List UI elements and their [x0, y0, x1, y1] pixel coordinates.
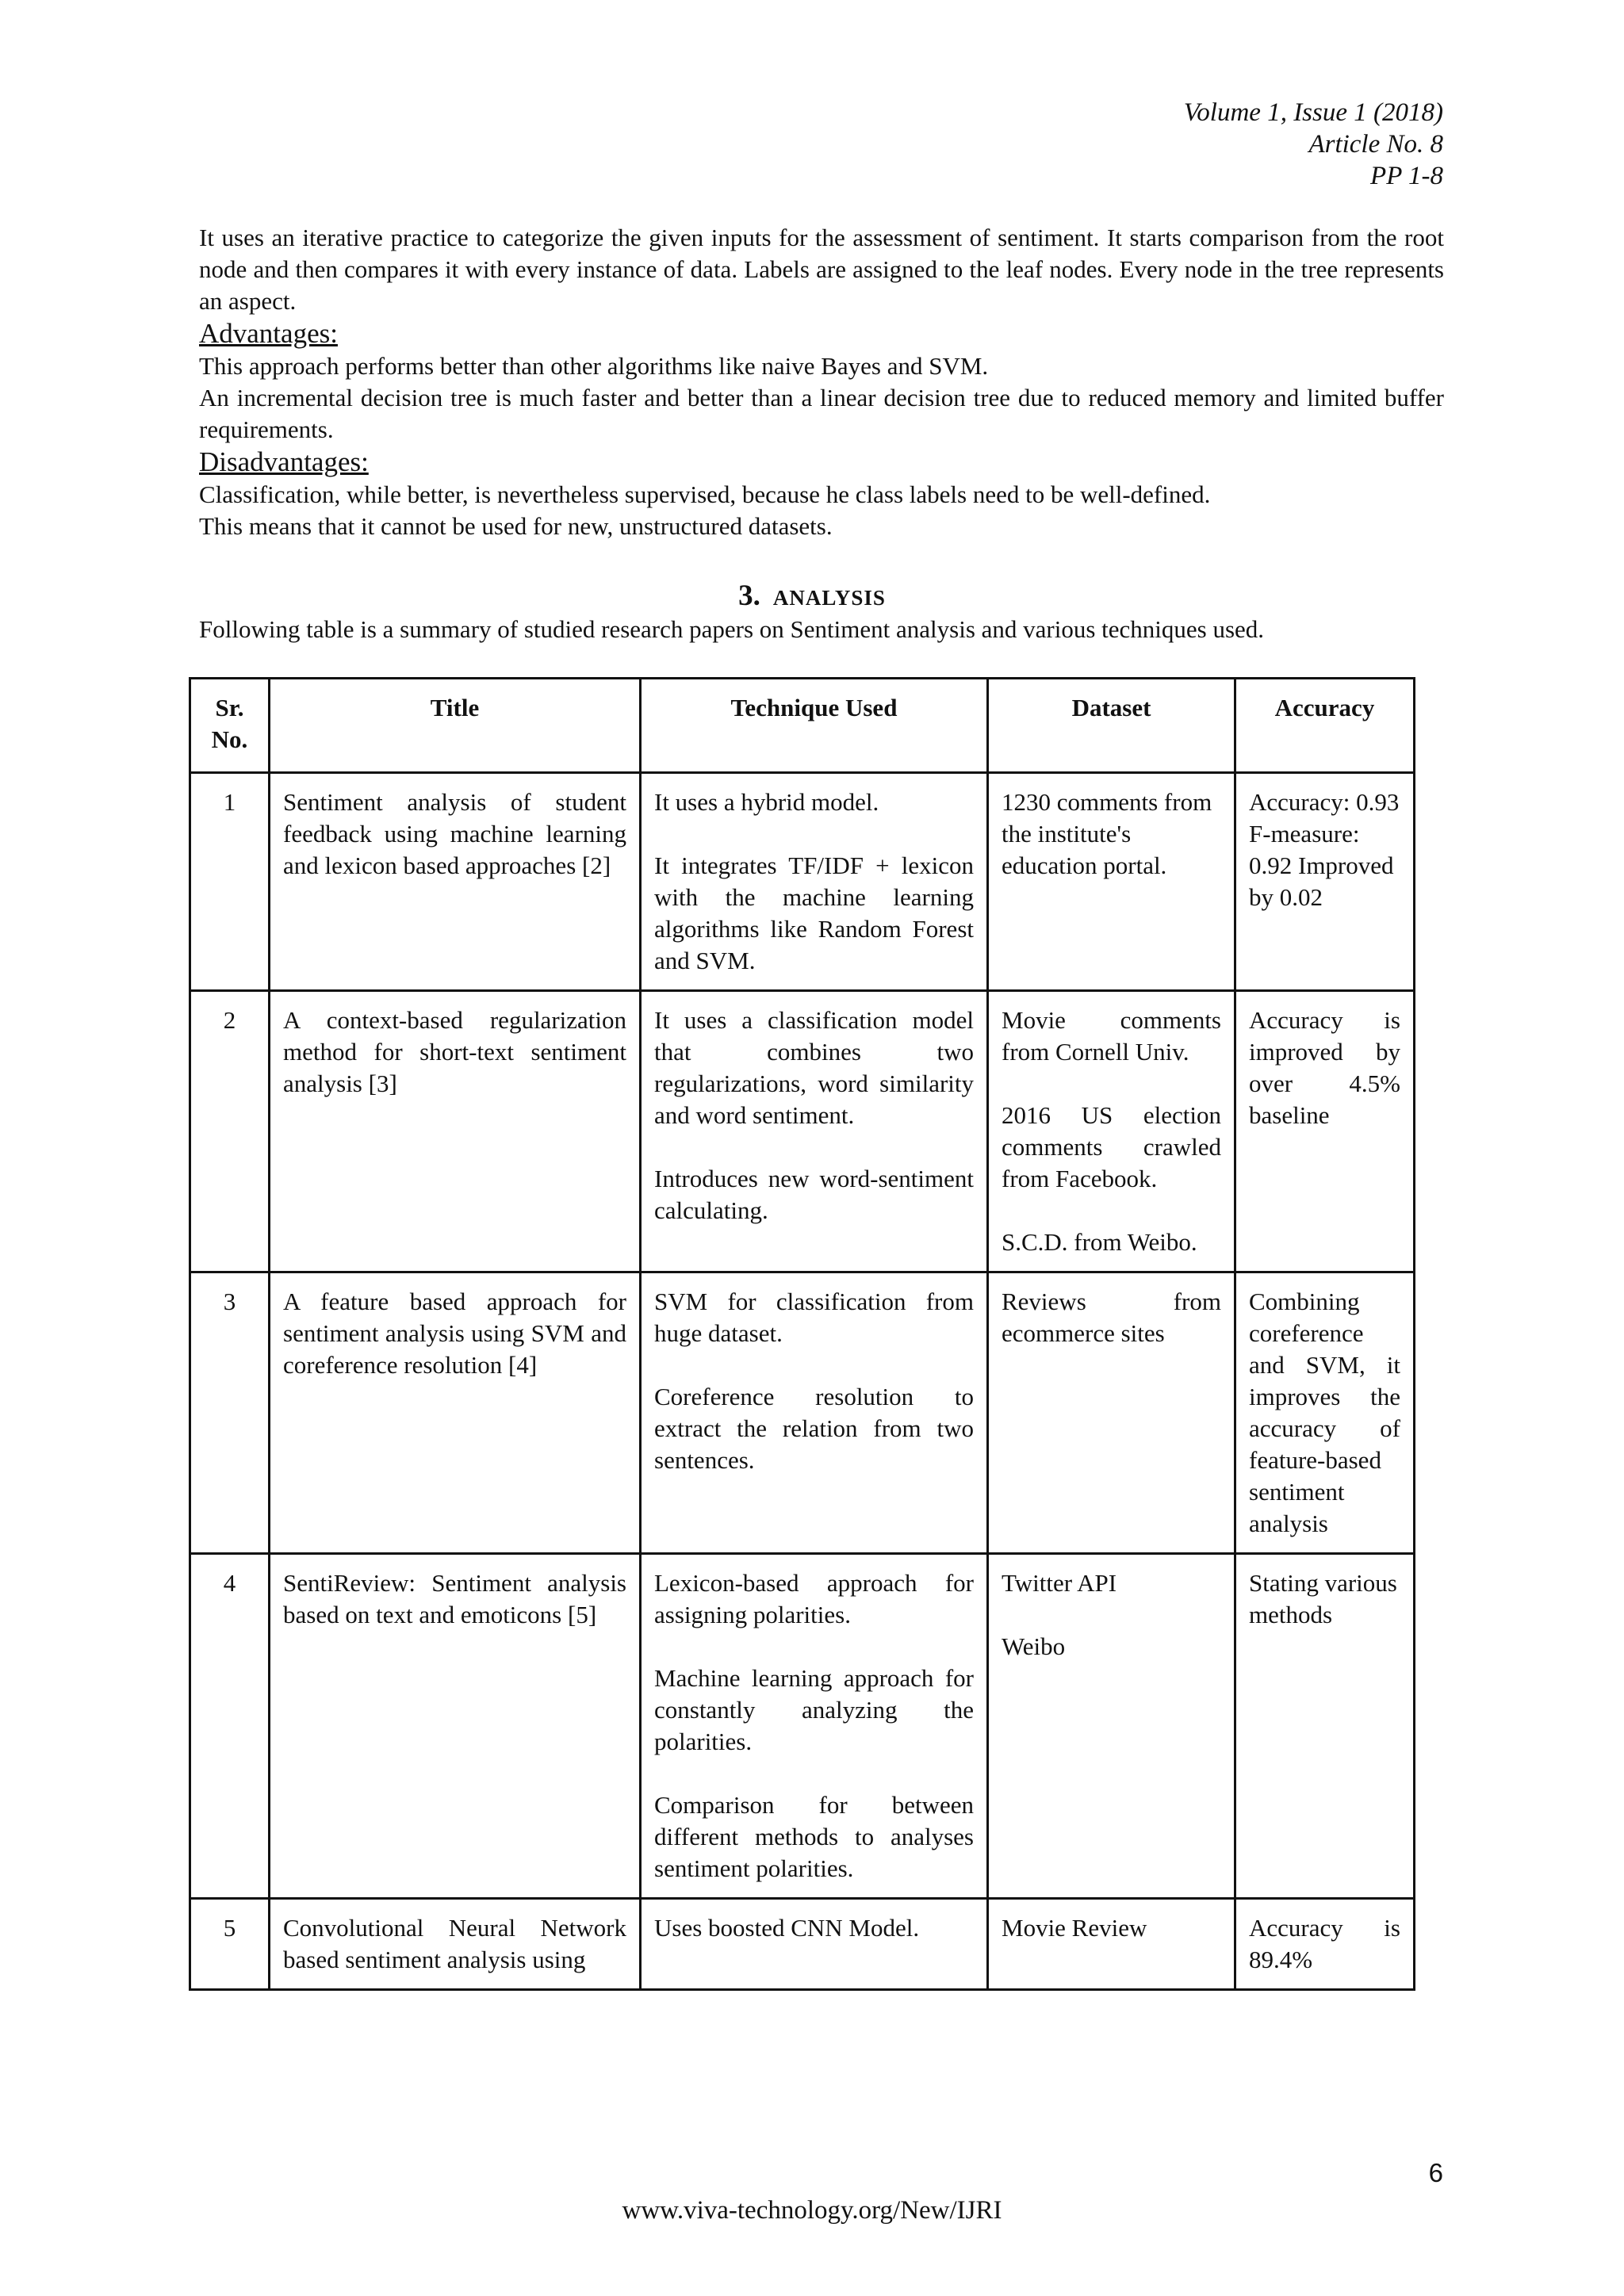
- accuracy-line: Accuracy: 0.93 F-measure: 0.92 Improved by 0.02: [1249, 788, 1400, 911]
- cell-spacer: [1002, 1599, 1221, 1631]
- decision-tree-description: [199, 222, 1444, 542]
- technique-line: Uses boosted CNN Model.: [654, 1914, 920, 1942]
- cell-sr: 4: [190, 1554, 270, 1899]
- table-row: [190, 991, 1415, 1272]
- advantages-heading: Advantages:: [199, 318, 338, 349]
- cell-technique: [641, 1554, 988, 1899]
- cell-accuracy: [1235, 991, 1415, 1272]
- header-technique: Technique Used: [641, 679, 988, 773]
- advantage-item: An incremental decision tree is much faster and better than a linear decision tree due to reduced memory and limited buffer requirements.: [199, 384, 1444, 443]
- accuracy-line: Accuracy is improved by over 4.5% baseline: [1249, 1006, 1400, 1129]
- section-number: 3.: [738, 580, 760, 612]
- cell-title: A context-based regularization method for short-text sentiment analysis [3]: [270, 991, 641, 1272]
- cell-accuracy: [1235, 1899, 1415, 1990]
- accuracy-line: Accuracy is 89.4%: [1249, 1914, 1400, 1973]
- cell-spacer: [654, 818, 974, 850]
- technique-line: It uses a classification model that combines two regularizations, word similarity and word sentiment.: [654, 1006, 974, 1129]
- cell-title: SentiReview: Sentiment analysis based on text and emoticons [5]: [270, 1554, 641, 1899]
- analysis-table: [189, 677, 1415, 1991]
- dataset-line: Movie Review: [1002, 1914, 1147, 1942]
- cell-spacer: [1002, 1195, 1221, 1226]
- cell-dataset: [988, 991, 1235, 1272]
- disadvantages-heading: Disadvantages:: [199, 446, 369, 477]
- cell-dataset: [988, 1554, 1235, 1899]
- cell-spacer: [654, 1349, 974, 1381]
- cell-technique: [641, 991, 988, 1272]
- cell-spacer: [654, 1631, 974, 1663]
- header-sr-no: Sr. No.: [190, 679, 270, 773]
- cell-dataset: [988, 773, 1235, 991]
- technique-line: Coreference resolution to extract the relation from two sentences.: [654, 1383, 974, 1474]
- footer-url: www.viva-technology.org/New/IJRI: [622, 2196, 1002, 2225]
- table-row: [190, 773, 1415, 991]
- dataset-line: Movie comments from Cornell Univ.: [1002, 1006, 1221, 1066]
- disadvantage-item: This means that it cannot be used for new, unstructured datasets.: [199, 512, 833, 540]
- dataset-line: 2016 US election comments crawled from Facebook.: [1002, 1101, 1221, 1192]
- header-dataset: Dataset: [988, 679, 1235, 773]
- volume-line: Volume 1, Issue 1 (2018): [1183, 98, 1443, 127]
- technique-line: Lexicon-based approach for assigning polarities.: [654, 1569, 974, 1628]
- cell-sr: 1: [190, 773, 270, 991]
- cell-title: A feature based approach for sentiment analysis using SVM and coreference resolution [4]: [270, 1272, 641, 1554]
- pages-line: PP 1-8: [1370, 162, 1443, 190]
- article-line: Article No. 8: [1308, 130, 1443, 159]
- technique-line: SVM for classification from huge dataset.: [654, 1288, 974, 1347]
- table-intro: Following table is a summary of studied research papers on Sentiment analysis and various techniques used.: [199, 615, 1265, 643]
- cell-technique: [641, 773, 988, 991]
- dataset-line: 1230 comments from the institute's education portal.: [1002, 788, 1212, 879]
- cell-accuracy: [1235, 1554, 1415, 1899]
- cell-accuracy: [1235, 773, 1415, 991]
- cell-dataset: [988, 1899, 1235, 1990]
- section-title: ANALYSIS: [772, 586, 886, 610]
- technique-line: It integrates TF/IDF + lexicon with the machine learning algorithms like Random Forest and SVM.: [654, 851, 974, 974]
- advantage-item: This approach performs better than other algorithms like naive Bayes and SVM.: [199, 352, 989, 380]
- table-row: [190, 1899, 1415, 1990]
- header-accuracy: Accuracy: [1235, 679, 1415, 773]
- dataset-line: Twitter API: [1002, 1569, 1117, 1597]
- technique-line: Comparison for between different methods to analyses sentiment polarities.: [654, 1791, 974, 1882]
- intro-paragraph: It uses an iterative practice to categorize the given inputs for the assessment of sentiment. It starts comparison from the root node and then compares it with every instance of data. Labels are assigned to the leaf nodes. Every node in the tree represents an aspect.: [199, 224, 1444, 315]
- dataset-line: S.C.D. from Weibo.: [1002, 1228, 1197, 1256]
- table-header-row: [190, 679, 1415, 773]
- technique-line: It uses a hybrid model.: [654, 788, 879, 816]
- table-row: [190, 1272, 1415, 1554]
- journal-header: [1184, 97, 1443, 192]
- cell-dataset: [988, 1272, 1235, 1554]
- section-heading: [0, 579, 1624, 615]
- header-title: Title: [270, 679, 641, 773]
- accuracy-line: Combining coreference and SVM, it improves the accuracy of feature-based sentiment analysis: [1249, 1288, 1400, 1537]
- accuracy-line: Stating various methods: [1249, 1569, 1397, 1628]
- technique-line: Introduces new word-sentiment calculating.: [654, 1165, 974, 1224]
- disadvantage-item: Classification, while better, is nevertheless supervised, because he class labels need to be well-defined.: [199, 480, 1211, 508]
- cell-accuracy: [1235, 1272, 1415, 1554]
- table-row: [190, 1554, 1415, 1899]
- cell-spacer: [654, 1131, 974, 1163]
- cell-title: Convolutional Neural Network based sentiment analysis using: [270, 1899, 641, 1990]
- cell-spacer: [654, 1758, 974, 1789]
- page-number: 6: [1428, 2158, 1443, 2187]
- cell-sr: 2: [190, 991, 270, 1272]
- dataset-line: Weibo: [1002, 1632, 1066, 1660]
- cell-technique: [641, 1899, 988, 1990]
- cell-spacer: [1002, 1068, 1221, 1100]
- cell-technique: [641, 1272, 988, 1554]
- cell-sr: 3: [190, 1272, 270, 1554]
- dataset-line: Reviews from ecommerce sites: [1002, 1288, 1221, 1347]
- cell-sr: 5: [190, 1899, 270, 1990]
- technique-line: Machine learning approach for constantly analyzing the polarities.: [654, 1664, 974, 1755]
- cell-title: Sentiment analysis of student feedback using machine learning and lexicon based approaches [2]: [270, 773, 641, 991]
